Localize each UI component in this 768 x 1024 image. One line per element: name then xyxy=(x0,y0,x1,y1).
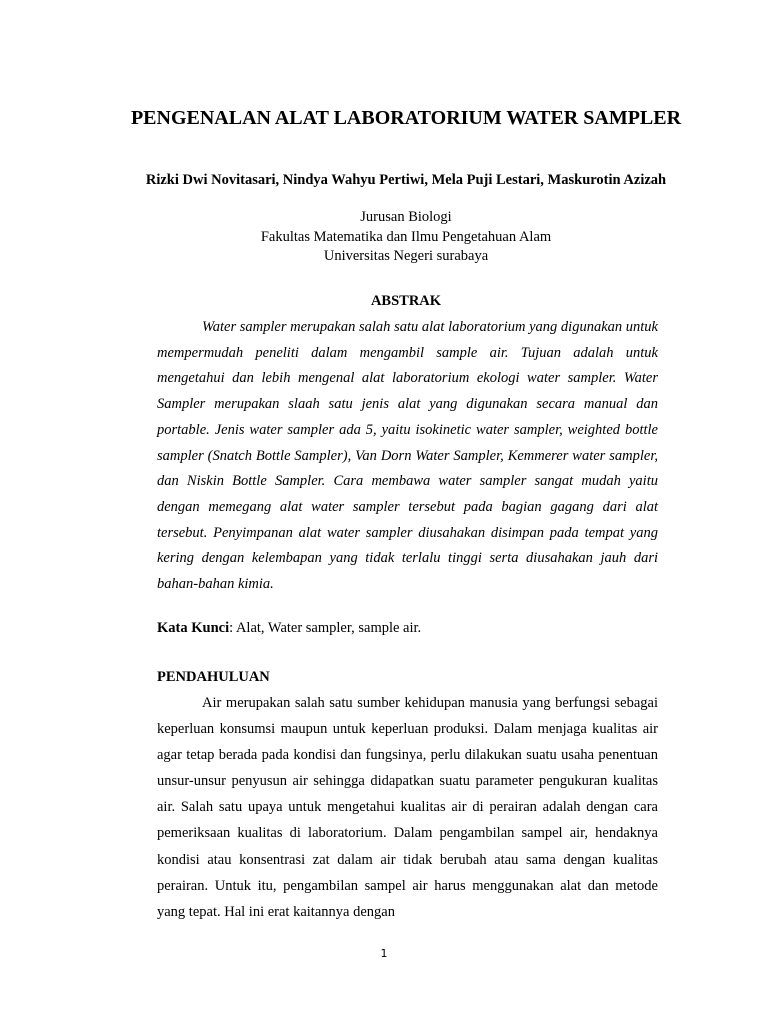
university: Universitas Negeri surabaya xyxy=(323,248,489,264)
abstract-heading: ABSTRAK xyxy=(370,293,442,309)
page-number: 1 xyxy=(380,947,388,960)
keywords-text: : Alat, Water sampler, sample air. xyxy=(229,620,422,636)
introduction-text: Air merupakan salah satu sumber kehidupan manusia yang berfungsi sebagai keperluan konsumsi maupun untuk keperluan produksi. Dalam menjaga kualitas air agar tetap berada pada kondisi dan fungsinya, perlu dilakukan suatu usaha penentuan unsur-unsur penyusun air sehingga didapatkan suatu parameter pengukuran kualitas air. Salah satu upaya untuk mengetahui kualitas air di perairan adalah dengan cara pemeriksaan kualitas di laboratorium. Dalam pengambilan sampel air, hendaknya kondisi atau konsentrasi zat dalam air tidak berubah atau sama dengan kualitas perairan. Untuk itu, pengambilan sampel air harus menggunakan alat dan metode yang tepat. Hal ini erat kaitannya dengan xyxy=(157,695,658,920)
keywords-line xyxy=(157,618,658,638)
introduction-heading: PENDAHULUAN xyxy=(157,669,270,685)
abstract-text: Water sampler merupakan salah satu alat laboratorium yang digunakan untuk mempermudah peneliti dalam mengambil sample air. Tujuan adalah untuk mengetahui dan lebih mengenal alat laboratorium ekologi water sampler. Water Sampler merupakan slaah satu jenis alat yang digunakan secara manual dan portable. Jenis water sampler ada 5, yaitu isokinetic water sampler, weighted bottle sampler (Snatch Bottle Sampler), Van Dorn Water Sampler, Kemmerer water sampler, dan Niskin Bottle Sampler. Cara membawa water sampler sangat mudah yaitu dengan memegang alat water sampler tersebut pada bagian gagang dari alat tersebut. Penyimpanan alat water sampler diusahakan disimpan pada tempat yang kering dengan kelembapan yang tidak terlalu tinggi serta diusahakan jauh dari bahan-bahan kimia. xyxy=(157,319,658,593)
department: Jurusan Biologi xyxy=(360,209,452,225)
author-list: Rizki Dwi Novitasari, Nindya Wahyu Pertiwi, Mela Puji Lestari, Maskurotin Azizah xyxy=(145,172,667,188)
paper-title: PENGENALAN ALAT LABORATORIUM WATER SAMPLER xyxy=(130,107,682,129)
keywords-label: Kata Kunci xyxy=(157,620,230,636)
faculty: Fakultas Matematika dan Ilmu Pengetahuan Alam xyxy=(260,229,552,245)
